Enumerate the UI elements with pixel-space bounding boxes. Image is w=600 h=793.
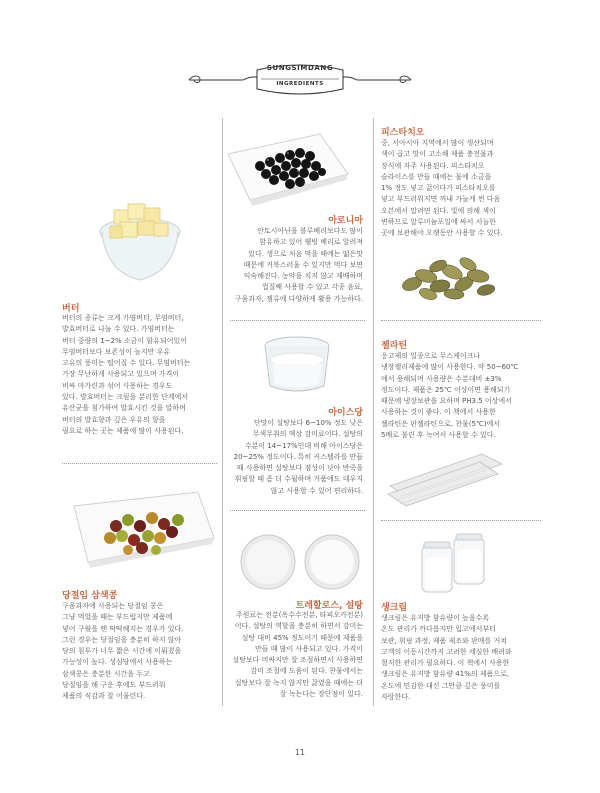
divider-dots bbox=[62, 463, 217, 464]
divider-dots bbox=[230, 510, 365, 511]
cream-body: 생크림은 유지방 함유량이 높을수록 온도 관리가 까다롭지만 입고에서부터 보관, 휘핑 과정, 제품 제조와 판매를 거쳐 고객의 이동시간까지 고려한 세심한 배려와 철저한 관리가 필요하다. 이 책에서 사용한 생크림은 유지방 함유량 41%의 제품으로, 온도에 민감한 대신 그만큼 깊은 풍미를 자랑한다. bbox=[381, 614, 512, 702]
divider-dots bbox=[381, 320, 541, 321]
beans-image bbox=[68, 486, 218, 578]
butter-image bbox=[92, 192, 188, 288]
trehalose-sugar-image bbox=[238, 533, 362, 591]
header-brand: SUNGSIMDANG bbox=[266, 64, 334, 72]
gelatin-image bbox=[386, 446, 506, 510]
cream-title: 생크림 bbox=[381, 603, 408, 613]
header-section: INGREDIENTS bbox=[276, 81, 324, 87]
gelatin-title: 젤라틴 bbox=[381, 341, 408, 351]
icesugar-body: 단맛이 설탕보다 6~10% 정도 낮은 무색무취의 액상 감미료이다. 설탕의 수분이 14~17%인데 비해 아이스당은 20~25% 정도이다. 특히 커스텔라를 만들 때 사용하면 설탕보다 점성이 낮아 반죽을 휘핑할 때 좀 더 수월하며 거품에도 데우지 않고 사용할 수 있어 편리하다. bbox=[233, 419, 363, 495]
trehalose-sugar-body: 주원료는 전분(옥수수전분, 타피오카전분) 이다. 설탕의 역할을 충분히 하면서 감미는 설탕 대비 45% 정도이기 때문에 제품을 만들 때 많이 사용되고 있다. 가격이 설탕보다 비싸지만 잘 조절하면서 사용하면 감미 조절에 도움이 된다. 찬물에서는 설탕보다 잘 녹지 않지만 끓였을 때에는 더 잘 녹는다는 장단점이 있다. bbox=[232, 611, 363, 699]
gelatin-body: 응고제의 일종으로 무스케이크나 냉장젤리제품에 많이 사용한다. 약 50~60℃ 에서 용해되며 사용량은 수분대비 ±3% 정도이다. 제품은 25℃ 이상이면 용해되기 때문에 냉장보관을 요하며 PH3.5 이상에서 사용하는 것이 좋다. 이 책에서 사용한 젤라틴은 판젤라틴으로, 찬물(5℃)에서 5배로 불린 후 녹여서 사용할 수 있다. bbox=[381, 352, 519, 440]
icesugar-image bbox=[262, 334, 332, 396]
butter-body: 버터의 종류는 크게 가염버터, 무염버터, 발효버터로 나눌 수 있다. 가염버터는 버터 중량의 1~2% 소금이 함유되어있어 무염버터보다 보존성이 높지만 우유 고유의 풍미는 떨어질 수 있다. 무염버터는 가장 무난하게 사용되고 있으며 가격이 비싸 마가린과 섞어 사용하는 경우도 있다. 발효버터는 크림을 분리한 단계에서 유산균을 첨가하여 발효시킨 것을 말하며 버터의 발효향과 깊은 우유의 향을 필요로 하는 곳는 제품에 많이 사용된다. bbox=[62, 314, 191, 435]
cream-image bbox=[418, 532, 488, 596]
page-number: 11 bbox=[294, 748, 306, 757]
pistachio-title: 피스타치오 bbox=[381, 128, 425, 138]
aronia-body: 안토시아닌을 블루베리보다도 많이 함유하고 있어 웰빙 베리로 알려져 있다. 생으로 처음 먹을 때에는 떫은맛 때문에 거북스러울 수 있지만 먹다 보면 익숙해진다. 농약을 치지 않고 재배하며 껍질째 사용할 수 있고 각종 음료, 구움과자, 잼류에 다양하게 활용 가능하다. bbox=[234, 227, 363, 303]
beans-title: 당절임 삼색콩 bbox=[62, 591, 118, 601]
trehalose-sugar-title: 트레할로스, 설탕 bbox=[295, 601, 363, 611]
butter-title: 버터 bbox=[62, 304, 80, 314]
icesugar-title: 아이스당 bbox=[328, 408, 363, 418]
beans-body: 구움과자에 사용되는 당절임 콩은 그냥 먹었을 때는 부드럽지만 제품에 넣어 구웠을 땐 딱딱해지는 경우가 있다. 그런 경우는 당절임을 충분히 하지 않아 당의 침투가 너무 짧은 시간에 이뤄졌을 가능성이 높다. 성심당에서 사용하는 삼색콩은 충분한 시간을 두고 당절임을 해 구운 후에도 부드러워 제품의 식감과 잘 어울린다. bbox=[62, 602, 184, 701]
pistachio-body: 중, 서아시아 지역에서 많이 생산되며 색이 곱고 맛이 고소해 제품 충전물과 장식에 자주 사용된다. 피스타치오 슬라이스를 만들 때에는 물에 소금을 1% 정도 넣고 끓이다가 피스타치오를 넣고 부드러워지면 꺼내 가늘게 썬 다음 오븐에서 말려면 된다. 빛에 의해 색이 변하므로 알루미늄포일에 싸서 서늘한 곳에 보관해야 오랫동안 사용할 수 있다. bbox=[381, 139, 503, 238]
aronia-image bbox=[224, 128, 352, 208]
pistachio-image bbox=[392, 250, 502, 306]
column-divider-right bbox=[373, 118, 374, 706]
divider-dots bbox=[230, 320, 365, 321]
divider-dots bbox=[381, 520, 541, 521]
aronia-title: 아로니아 bbox=[328, 216, 363, 226]
